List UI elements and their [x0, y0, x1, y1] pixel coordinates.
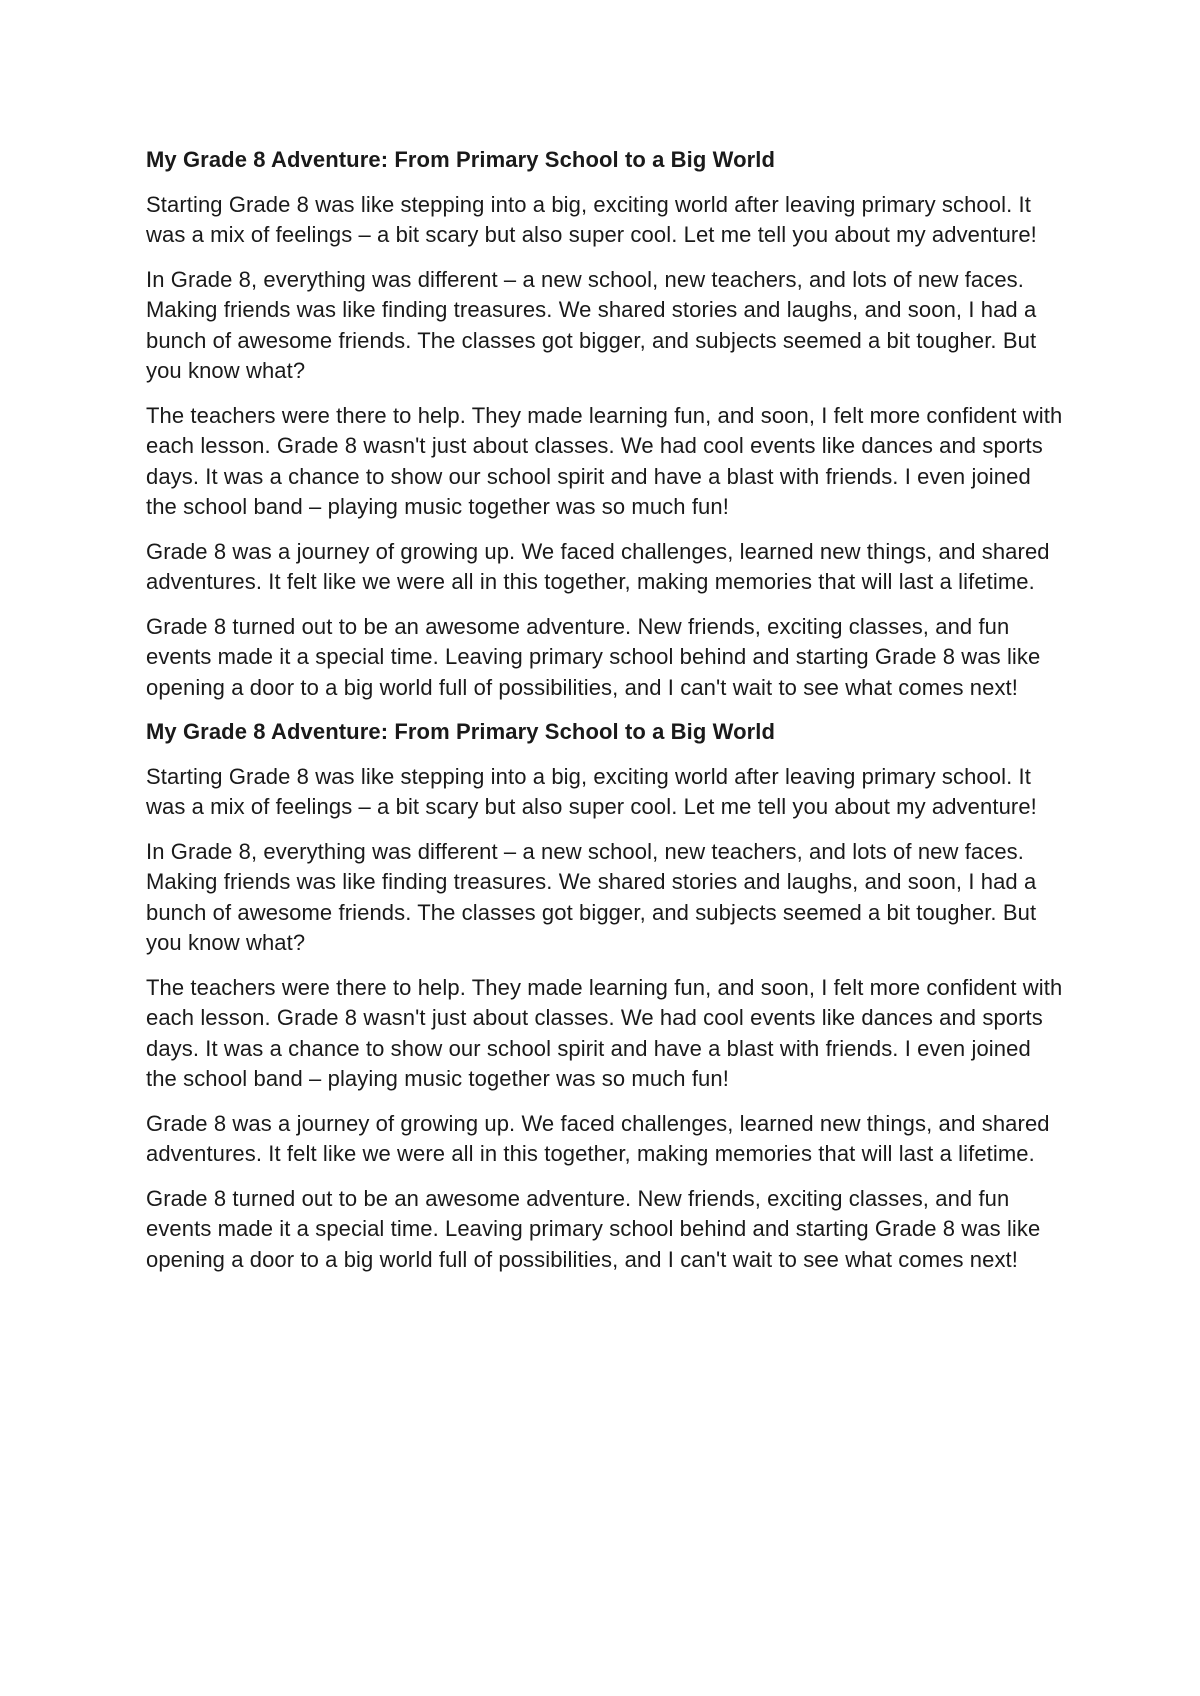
essay-paragraph: Grade 8 was a journey of growing up. We faced challenges, learned new things, and shared adventures. It felt like we were all in this together, making memories that will last a lifetime. [146, 1110, 1050, 1166]
essay-paragraph: Grade 8 turned out to be an awesome adventure. New friends, exciting classes, and fun events made it a special time. Leaving primary school behind and starting Grade 8 was like opening a door to a big world full of possibilities, and I can't wait to see what comes next! [146, 613, 1041, 700]
essay-section [146, 145, 1064, 703]
essay-paragraph: The teachers were there to help. They made learning fun, and soon, I felt more confident with each lesson. Grade 8 wasn't just about classes. We had cool events like dances and sports days. It was a chance to show our school spirit and have a blast with friends. I even joined the school band – playing music together was so much fun! [146, 974, 1063, 1091]
essay-paragraph: Starting Grade 8 was like stepping into a big, exciting world after leaving primary school. It was a mix of feelings – a bit scary but also super cool. Let me tell you about my adventure! [146, 763, 1037, 819]
essay-paragraph: Starting Grade 8 was like stepping into a big, exciting world after leaving primary school. It was a mix of feelings – a bit scary but also super cool. Let me tell you about my adventure! [146, 191, 1037, 247]
essay-paragraph: In Grade 8, everything was different – a new school, new teachers, and lots of new faces. Making friends was like finding treasures. We shared stories and laughs, and soon, I had a bunch of awesome friends. The classes got bigger, and subjects seemed a bit tougher. But you know what? [146, 266, 1037, 383]
essay-paragraph: The teachers were there to help. They made learning fun, and soon, I felt more confident with each lesson. Grade 8 wasn't just about classes. We had cool events like dances and sports days. It was a chance to show our school spirit and have a blast with friends. I even joined the school band – playing music together was so much fun! [146, 402, 1063, 519]
essay-section [146, 717, 1064, 1275]
document-body [146, 145, 1064, 1289]
essay-heading: My Grade 8 Adventure: From Primary School to a Big World [146, 147, 776, 172]
essay-paragraph: In Grade 8, everything was different – a new school, new teachers, and lots of new faces. Making friends was like finding treasures. We shared stories and laughs, and soon, I had a bunch of awesome friends. The classes got bigger, and subjects seemed a bit tougher. But you know what? [146, 838, 1037, 955]
essay-heading: My Grade 8 Adventure: From Primary School to a Big World [146, 719, 776, 744]
essay-paragraph: Grade 8 turned out to be an awesome adventure. New friends, exciting classes, and fun events made it a special time. Leaving primary school behind and starting Grade 8 was like opening a door to a big world full of possibilities, and I can't wait to see what comes next! [146, 1185, 1041, 1272]
essay-paragraph: Grade 8 was a journey of growing up. We faced challenges, learned new things, and shared adventures. It felt like we were all in this together, making memories that will last a lifetime. [146, 538, 1050, 594]
